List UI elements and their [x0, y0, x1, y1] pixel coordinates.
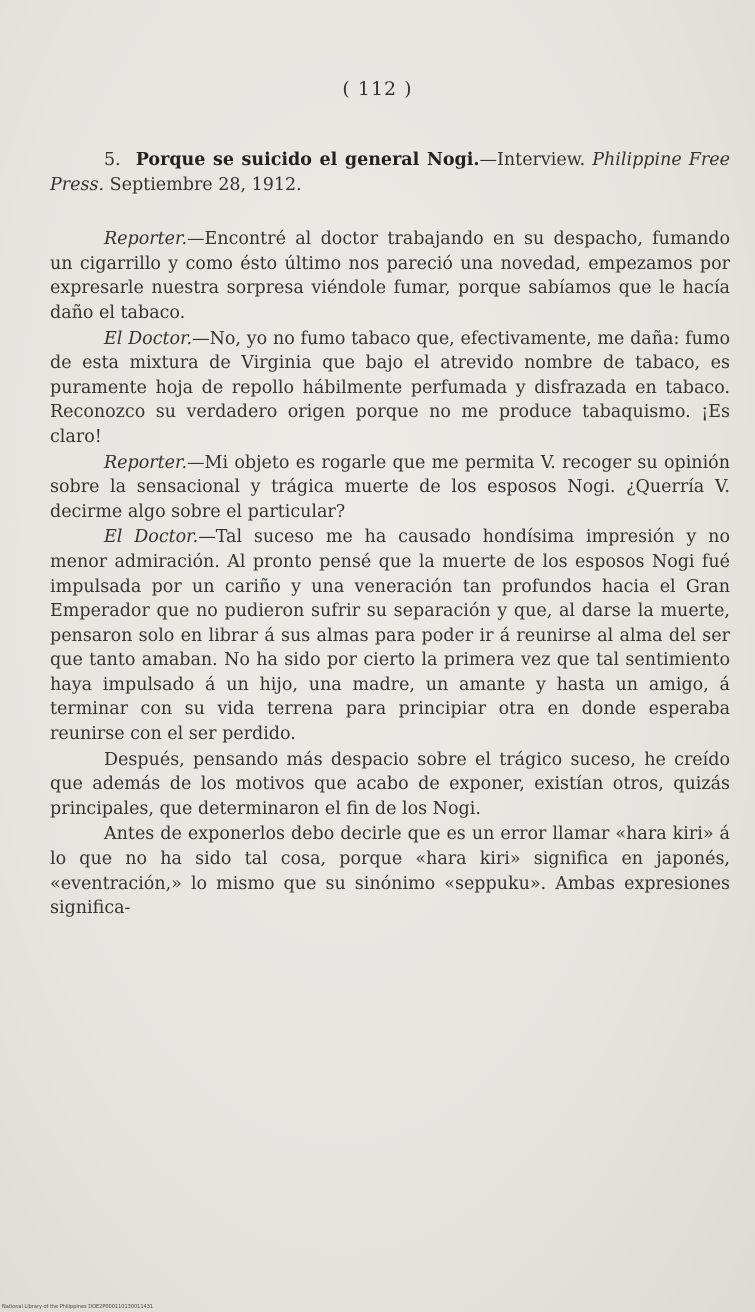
section-title: Porque se suicido el general Nogi.	[135, 150, 480, 170]
paragraph-6	[50, 822, 730, 920]
paragraph-text: Después, pensando más despacio sobre el trágico suceso, he creído que además de los motivos que acabo de exponer, existían otros, quizás principales, que determinaron el fin de los Nogi.	[50, 749, 730, 819]
section-number: 5.	[104, 150, 121, 170]
source-publication: Philippine Free Press.	[50, 150, 730, 195]
speaker-label: El Doctor.	[104, 527, 199, 548]
paragraph-5	[50, 748, 730, 822]
paragraph-2	[50, 327, 730, 450]
paragraph-text: —No, yo no fumo tabaco que, efectivamente, me daña: fumo de esta mixtura de Virginia que bajo el atrevido nombre de tabaco, es puramente hoja de repollo hábilmente perfumada y disfrazada en tabaco. Reconozco su verdadero origen porque no me produce tabaquismo. ¡Es claro!	[50, 328, 730, 447]
speaker-label: Reporter.	[104, 229, 188, 250]
page-number: ( 112 )	[342, 78, 413, 100]
paragraph-3	[50, 451, 730, 525]
source-date: Septiembre 28, 1912.	[109, 174, 302, 195]
scan-footer-label: National Library of the Philippines DOE2P000110130011431	[2, 1304, 154, 1310]
paragraph-text: Antes de exponerlos debo decirle que es un error llamar «hara kiri» á lo que no ha sido tal cosa, porque «hara kiri» significa en japonés, «eventración,» lo mismo que su sinónimo «seppuku». Ambas expresiones significa-	[50, 824, 730, 919]
paragraph-1	[50, 227, 730, 325]
paragraph-text: —Encontré al doctor trabajando en su despacho, fumando un cigarrillo y como ésto último nos pareció una novedad, empezamos por expresarle nuestra sorpresa viéndole fumar, porque sabíamos que le hacía daño el tabaco.	[50, 229, 730, 323]
body-text	[50, 148, 730, 922]
paragraph-text: —Tal suceso me ha causado hondísima impresión y no menor admiración. Al pronto pensé que la muerte de los esposos Nogi fué impulsada por un cariño y una veneración tan profundos hacia el Gran Emperador que no pudieron sufrir su separación y que, al darse la muerte, pensaron solo en librar á sus almas para poder ir á reunirse al alma del ser que tanto amaban. No ha sido por cierto la primera vez que tal sentimiento haya impulsado á un hijo, una madre, un amante y hasta un amigo, á terminar con su vida terrena para principiar otra en donde esperaba reunirse con el ser perdido.	[50, 527, 730, 745]
section-heading	[50, 148, 730, 197]
speaker-label: Reporter.	[104, 452, 188, 473]
paragraph-4	[50, 525, 730, 746]
speaker-label: El Doctor.	[104, 328, 193, 349]
source-prefix: —Interview.	[479, 150, 586, 170]
paragraph-text: —Mi objeto es rogarle que me permita V. recoger su opinión sobre la sensacional y trágica muerte de los esposos Nogi. ¿Querría V. decirme algo sobre el particular?	[50, 452, 730, 522]
